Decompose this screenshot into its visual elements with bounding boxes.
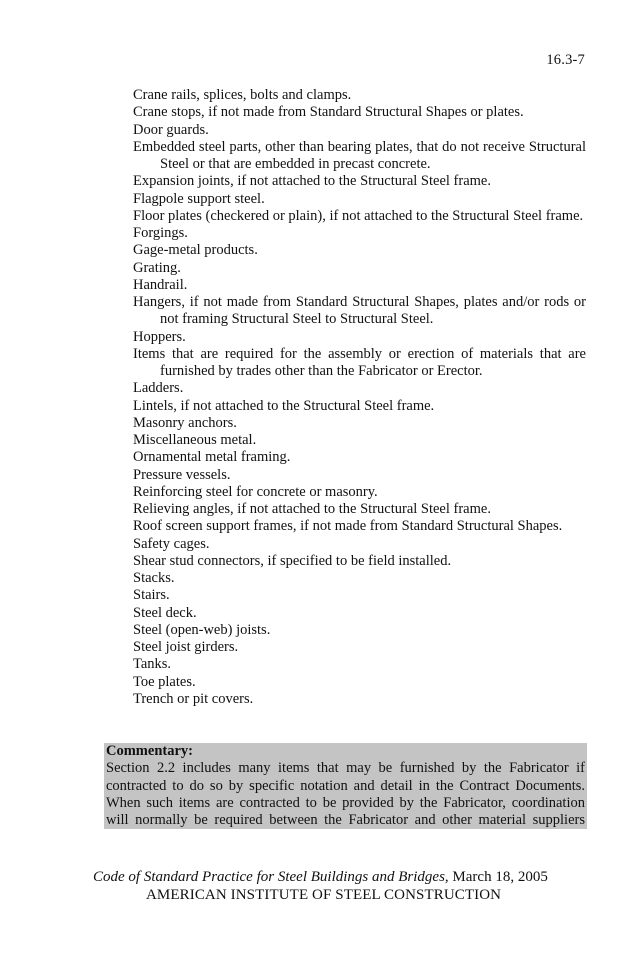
list-item: Floor plates (checkered or plain), if not attached to the Structural Steel frame. xyxy=(133,207,584,224)
list-item: Door guards. xyxy=(133,121,209,138)
footer-title: Code of Standard Practice for Steel Buildings and Bridges xyxy=(93,869,445,885)
list-item: Shear stud connectors, if specified to be field installed. xyxy=(133,552,452,569)
list-item: Tanks. xyxy=(133,656,172,673)
list-item: Hoppers. xyxy=(133,328,186,345)
list-item: Safety cages. xyxy=(133,535,210,552)
list-item: Grating. xyxy=(133,259,181,276)
list-item: Ladders. xyxy=(133,380,184,397)
list-item: Embedded steel parts, other than bearing plates, that do not receive Structural Steel or that are embedded in precast concrete. xyxy=(133,138,586,172)
list-item: Flagpole support steel. xyxy=(133,190,265,207)
list-item: Miscellaneous metal. xyxy=(133,432,257,448)
list-item: Steel (open-web) joists. xyxy=(133,621,271,638)
list-item: Handrail. xyxy=(133,276,188,293)
list-item: Relieving angles, if not attached to the Structural Steel frame. xyxy=(133,501,491,517)
list-item: Stacks. xyxy=(133,570,175,586)
commentary-line: Section 2.2 includes many items that may be furnished by the Fabricator if xyxy=(106,760,585,777)
list-item: Items that are required for the assembly or erection of materials that are furnished by trades other than the Fabricator or Erector. xyxy=(133,345,586,379)
footer-citation xyxy=(93,868,548,887)
list-item: Crane stops, if not made from Standard Structural Shapes or plates. xyxy=(133,104,524,121)
list-item: Toe plates. xyxy=(133,673,196,690)
list-item: Steel joist girders. xyxy=(133,639,239,655)
list-item: Gage-metal products. xyxy=(133,242,258,259)
list-item: Roof screen support frames, if not made from Standard Structural Shapes. xyxy=(133,518,563,535)
list-item: Steel deck. xyxy=(133,604,197,621)
list-item: Forgings. xyxy=(133,225,188,241)
list-item: Crane rails, splices, bolts and clamps. xyxy=(133,87,352,103)
list-item: Ornamental metal framing. xyxy=(133,449,291,466)
page-number: 16.3-7 xyxy=(546,52,585,68)
footer-date: , March 18, 2005 xyxy=(444,869,548,885)
commentary-title: Commentary: xyxy=(106,743,193,759)
list-item: Trench or pit covers. xyxy=(133,690,254,707)
item-list xyxy=(133,87,586,708)
list-item: Lintels, if not attached to the Structural Steel frame. xyxy=(133,397,435,414)
list-item: Pressure vessels. xyxy=(133,466,231,483)
list-item: Stairs. xyxy=(133,587,170,604)
footer-organization: AMERICAN INSTITUTE OF STEEL CONSTRUCTION xyxy=(146,887,502,903)
list-item: Reinforcing steel for concrete or masonry. xyxy=(133,483,378,500)
commentary-line: When such items are contracted to be provided by the Fabricator, coordination xyxy=(106,794,585,811)
commentary-box xyxy=(104,743,587,829)
commentary-line: contracted to do so by specific notation and detail in the Contract Documents. xyxy=(106,777,585,794)
list-item: Expansion joints, if not attached to the Structural Steel frame. xyxy=(133,173,491,190)
list-item: Hangers, if not made from Standard Structural Shapes, plates and/or rods or not framing Structural Steel to Structural Steel. xyxy=(133,294,586,328)
list-item: Masonry anchors. xyxy=(133,414,237,431)
commentary-line: will normally be required between the Fabricator and other material suppliers xyxy=(106,812,585,828)
